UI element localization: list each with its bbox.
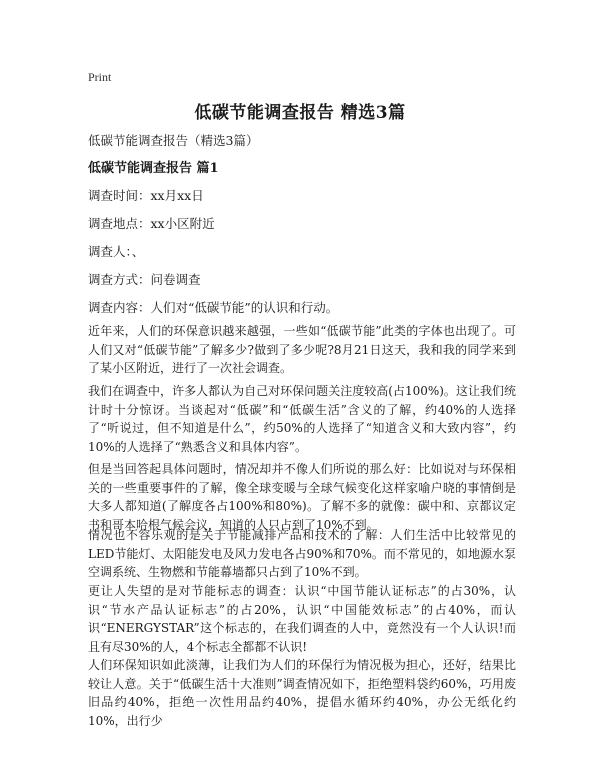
survey-people: 调查人：、 bbox=[88, 244, 145, 259]
survey-method: 调查方式：问卷调查 bbox=[88, 272, 201, 287]
print-label[interactable]: Print bbox=[88, 70, 112, 84]
survey-time: 调查时间：xx月xx日 bbox=[88, 188, 204, 203]
paragraph: 更让人失望的是对节能标志的调查：认识“中国节能认证标志”的占30%，认识“节水产品认证标志”的占20%，认识“中国能效标志”的占40%，而认识“ENERGYSTAR”这个标志的，在我们调查的人中，竟然没有一个人认识!而且有尽30%的人，4个标志全都都不认识! bbox=[88, 584, 516, 654]
paragraph: 情况也不容乐观的是关于节能减排产品和技术的了解：人们生活中比较常见的LED节能灯、太阳能发电及风力发电各占90%和70%。而不常见的，如地源水泵空调系统、生物燃和节能幕墙都只占到了10%不到。 bbox=[88, 528, 516, 579]
survey-content: 调查内容：人们对“低碳节能”的认识和行动。 bbox=[88, 300, 339, 315]
paragraph: 我们在调查中，许多人都认为自己对环保问题关注度较高(占100%)。这让我们统计时十分惊讶。当谈起对“低碳”和“低碳生活”含义的了解，约40%的人选择了“听说过，但不知道是什么”，约50%的人选择了“知道含义和大致内容”，约10%的人选择了“熟悉含义和具体内容”。 bbox=[88, 384, 516, 454]
document-subtitle: 低碳节能调查报告（精选3篇） bbox=[88, 133, 259, 148]
paragraph: 但是当回答起具体问题时，情况却并不像人们所说的那么好：比如说对与环保相关的一些重要事件的了解，像全球变暖与全球气候变化这样家喻户晓的事情倒是大多人都知道(了解度各占100%和80%)。了解不多的就像：碳中和、京都议定书和哥本哈根气候会议，知道的人只占到了10%不到。 bbox=[88, 462, 516, 532]
survey-place: 调查地点：xx小区附近 bbox=[88, 216, 215, 231]
paragraph: 人们环保知识如此淡薄，让我们为人们的环保行为情况极为担心，还好，结果比较让人意。关于“低碳生活十大准则”调查情况如下，拒绝塑料袋约60%，巧用废旧品约40%，拒绝一次性用品约40%，提倡水循环约40%，办公无纸化约10%，出行少 bbox=[88, 658, 516, 728]
document-title: 低碳节能调查报告 精选3篇 bbox=[194, 103, 406, 123]
section-heading: 低碳节能调查报告 篇1 bbox=[88, 161, 219, 176]
paragraph: 近年来，人们的环保意识越来越强，一些如“低碳节能”此类的字体也出现了。可人们又对“低碳节能”了解多少?做到了多少呢?8月21日这天，我和我的同学来到了某小区附近，进行了一次社会调查。 bbox=[88, 324, 516, 375]
